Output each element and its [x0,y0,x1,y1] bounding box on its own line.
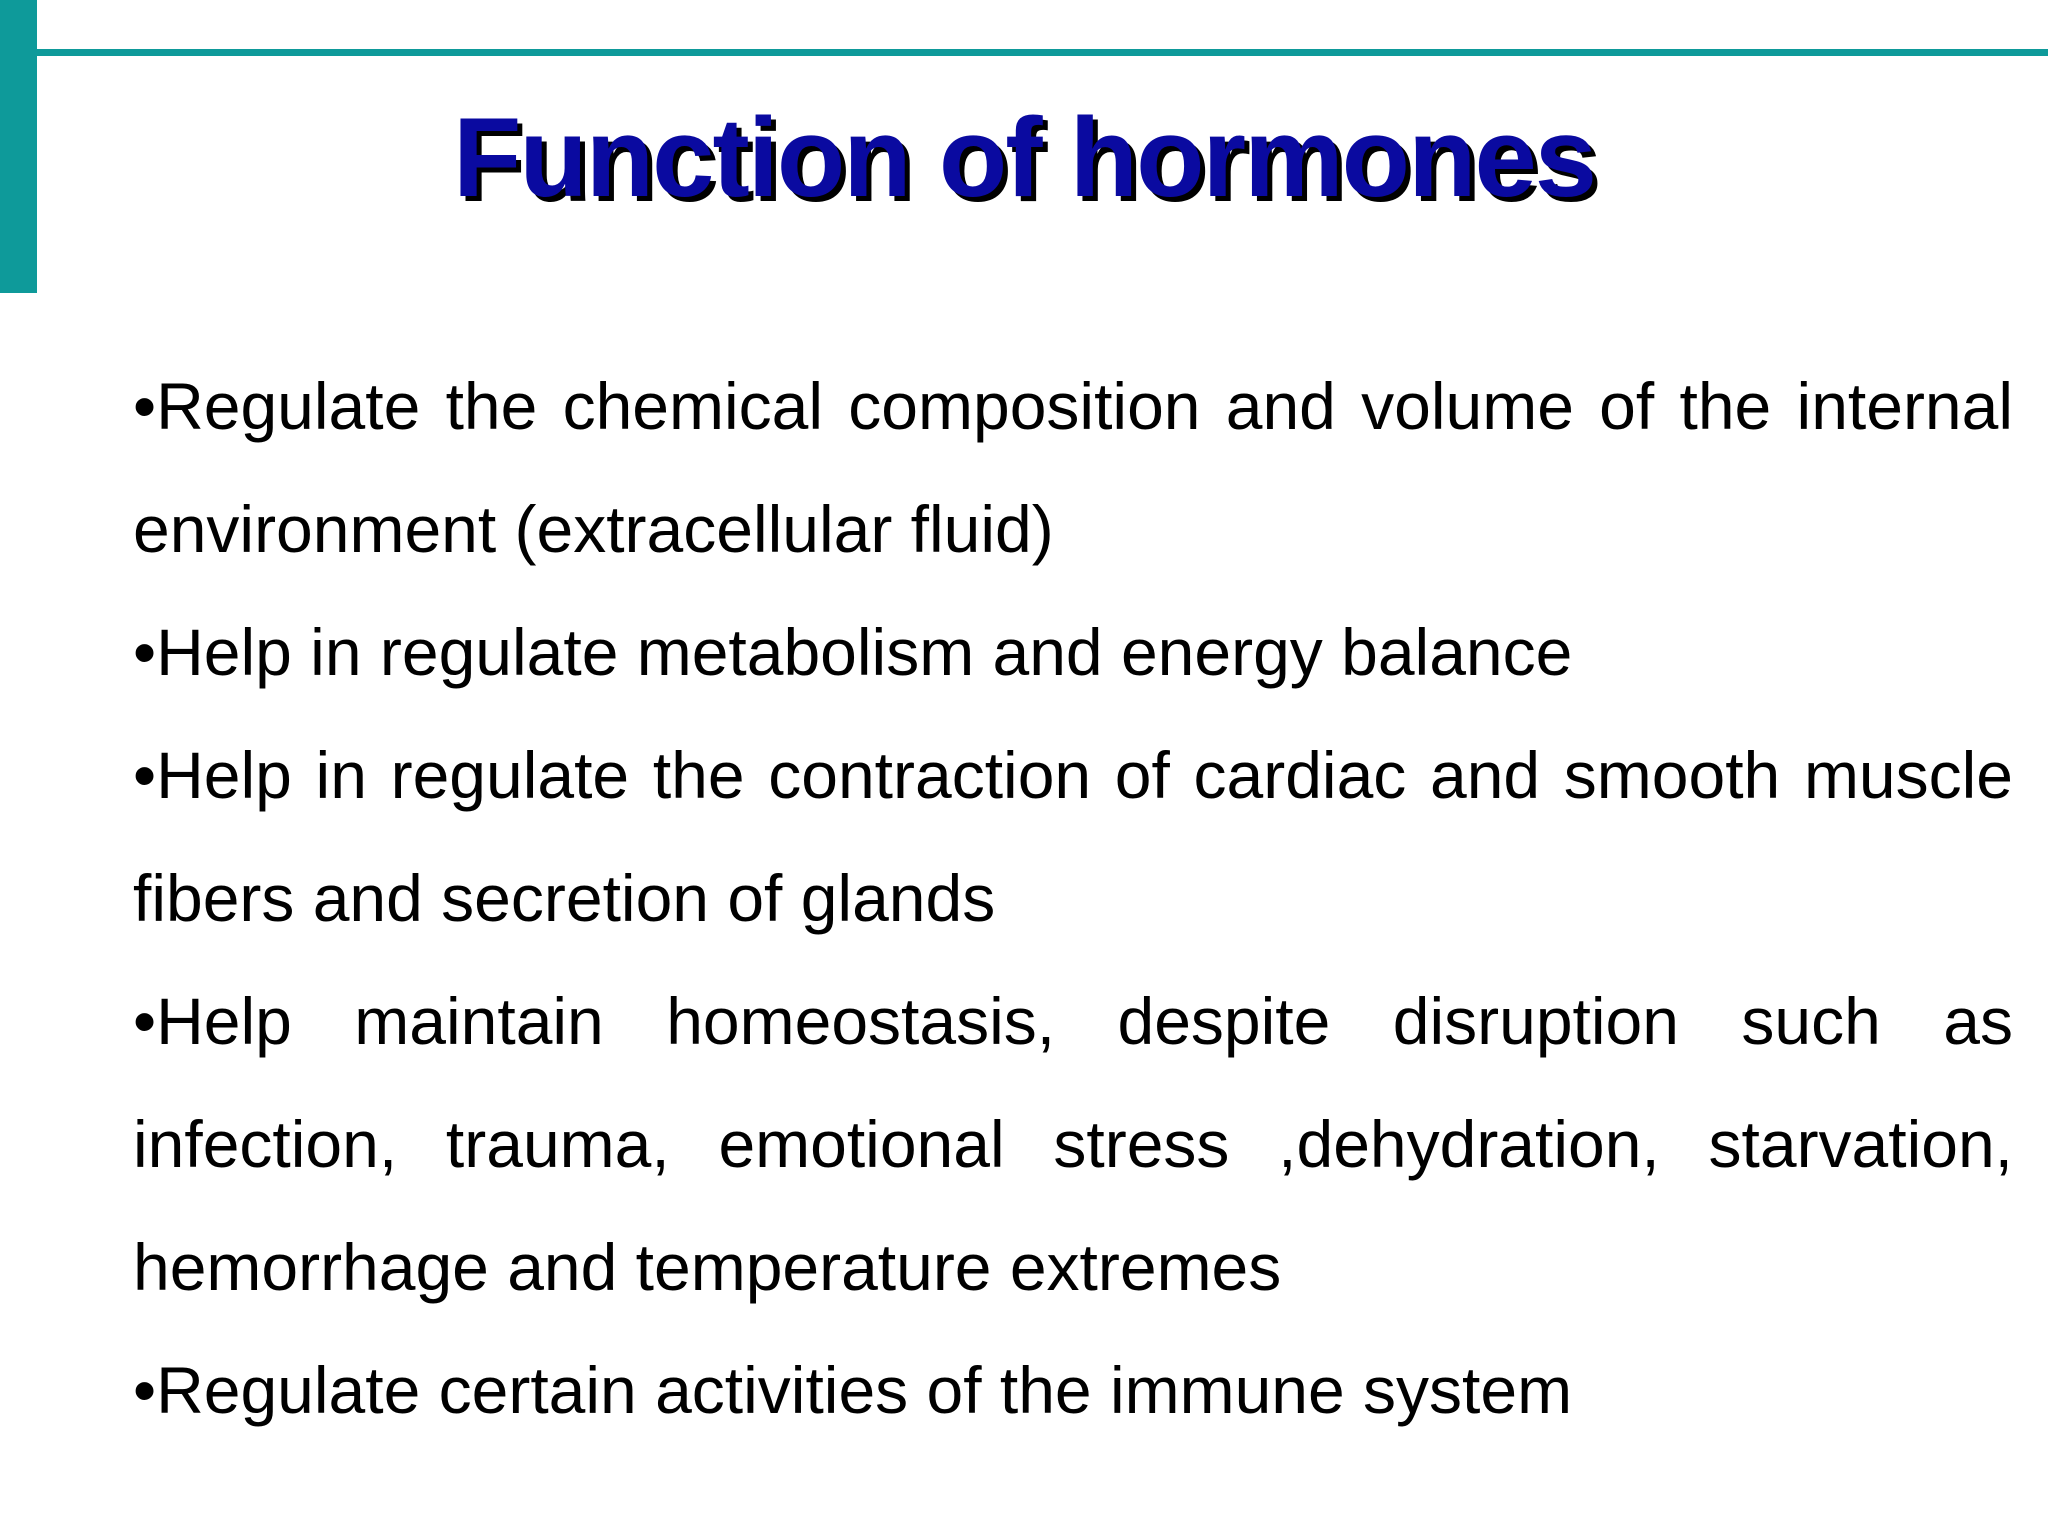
accent-line [37,49,2048,56]
bullet-item [133,1329,2013,1452]
bullet-dot: • [133,984,157,1058]
bullet-list [133,345,2013,1452]
bullet-dot: • [133,369,157,443]
bullet-item [133,345,2013,591]
bullet-text: Regulate certain activities of the immune system [156,1353,1573,1427]
bullet-text: Help maintain homeostasis, despite disruption such as infection, trauma, emotional stress ,dehydration, starvation, hemorrhage and temperature extremes [133,984,2013,1304]
bullet-item [133,714,2013,960]
bullet-dot: • [133,1353,157,1427]
bullet-text: Help in regulate metabolism and energy balance [156,615,1573,689]
bullet-text: Regulate the chemical composition and volume of the internal environment (extracellular fluid) [133,369,2013,566]
bullet-dot: • [133,738,157,812]
bullet-text: Help in regulate the contraction of cardiac and smooth muscle fibers and secretion of glands [133,738,2013,935]
bullet-dot: • [133,615,157,689]
bullet-item [133,591,2013,714]
bullet-item [133,960,2013,1329]
slide-title: Function of hormones [452,95,1596,220]
